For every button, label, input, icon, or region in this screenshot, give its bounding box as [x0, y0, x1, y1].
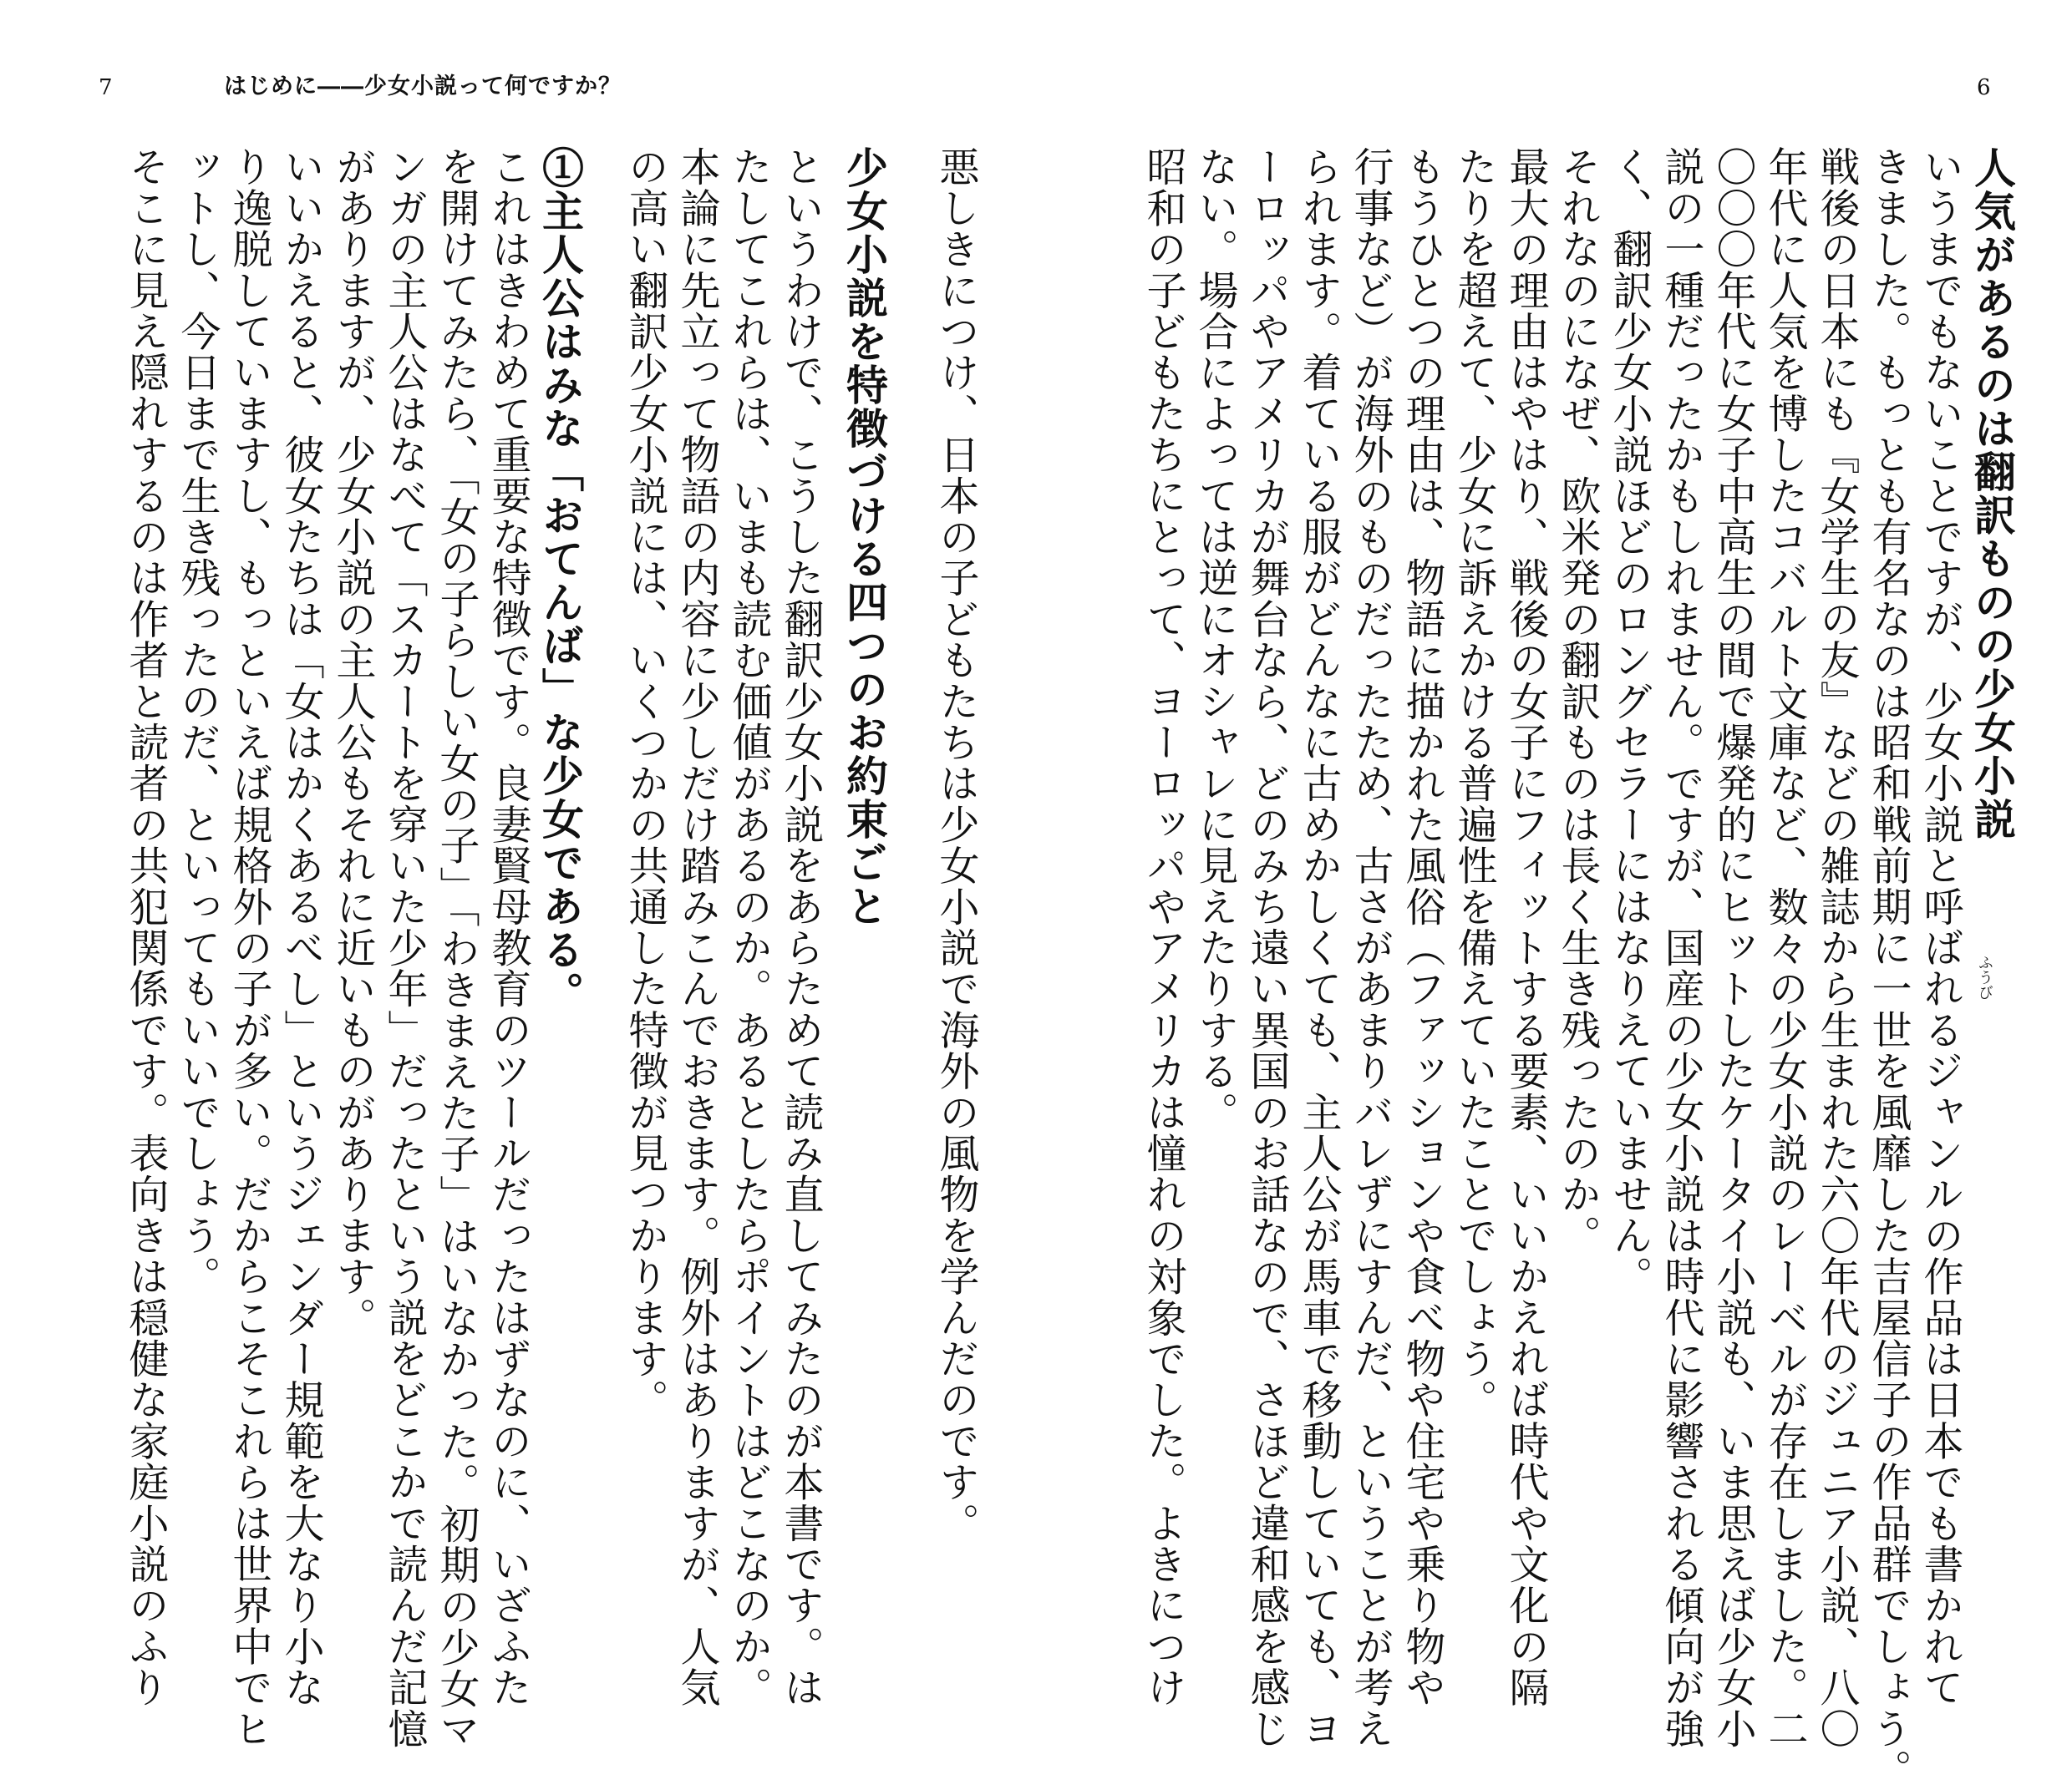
- text-line: いいかえると、彼女たちは「女はかくあるべし」というジェンダー規範を大なり小な: [277, 146, 324, 1708]
- text-line: 悪しきにつけ、日本の子どもたちは少女小説で海外の風物を学んだのです。: [932, 146, 979, 1544]
- right-page-body: [1120, 146, 2017, 1790]
- text-line: ットし、今日まで生き残ったのだ、といってもいいでしょう。: [174, 146, 221, 1297]
- text-line: ンガの主人公はなべて「スカートを穿いた少年」だったという説をどこかで読んだ記憶: [381, 146, 428, 1749]
- text-line: がありますが、少女小説の主人公もそれに近いものがあります。: [329, 146, 376, 1338]
- text-line: く、翻訳少女小説ほどのロングセラーにはなりえていません。: [1606, 146, 1653, 1297]
- text-line: いうまでもないことですが、少女小説と呼ばれるジャンルの作品は日本でも書かれて: [1917, 146, 1963, 1708]
- right-page-number: 6: [1977, 75, 1991, 100]
- text-line: を開けてみたら、「女の子らしい女の子」「わきまえた子」はいなかった。初期の少女マ: [433, 146, 480, 1750]
- text-line: 説の一種だったかもしれません。ですが、国産の少女小説は時代に影響される傾向が強: [1658, 146, 1704, 1749]
- running-head: はじめに――少女小説って何ですか？: [224, 74, 622, 99]
- left-page-body: [75, 146, 979, 1750]
- ruby-annotation: ふうび: [1976, 955, 1993, 1000]
- text-line: 〇〇〇年代に女子中高生の間で爆発的にヒットしたケータイ小説も、いま思えば少女小: [1709, 146, 1756, 1749]
- text-line: たしてこれらは、いまも読む価値があるのか。あるとしたらポイントはどこなのか。: [725, 146, 772, 1708]
- text-line: 最大の理由はやはり、戦後の女子にフィットする要素、いいかえれば時代や文化の隔: [1502, 146, 1549, 1708]
- subheading: ①主人公はみな「おてんば」な少女である。: [536, 146, 585, 1015]
- text-line: 戦後の日本にも『女学生の友』などの雑誌から生まれた六〇年代のジュニア小説、八〇: [1813, 146, 1860, 1749]
- text-line: というわけで、こうした翻訳少女小説をあらためて読み直してみたのが本書です。は: [777, 146, 824, 1708]
- section-heading: 少女小説を特徴づける四つのお約束ごと: [840, 146, 889, 928]
- section-heading: 人気があるのは翻訳ものの少女小説: [1968, 146, 2017, 841]
- text-line: これはきわめて重要な特徴です。良妻賢母教育のツールだったはずなのに、いざふた: [485, 146, 531, 1708]
- text-line: きました。もっとも有名なのは昭和戦前期に一世を風靡した吉屋信子の作品群でしょう。: [1865, 146, 1912, 1790]
- text-line: 行事など）が海外のものだったため、古さがあまりバレずにすんだ、ということが考え: [1347, 146, 1394, 1749]
- text-line: 昭和の子どもたちにとって、ヨーロッパやアメリカは憧れの対象でした。よきにつけ: [1140, 146, 1186, 1708]
- text-line: そこに見え隠れするのは作者と読者の共犯関係です。表向きは穏健な家庭小説のふり: [122, 146, 169, 1708]
- text-line: 本論に先立って物語の内容に少しだけ踏みこんでおきます。例外はありますが、人気: [673, 146, 720, 1708]
- left-page-number: 7: [99, 75, 113, 100]
- text-line: 年代に人気を博したコバルト文庫など、数々の少女小説のレーベルが存在しました。二: [1761, 146, 1808, 1749]
- text-line: ーロッパやアメリカが舞台なら、どのみち遠い異国のお話なので、さほど違和感を感じ: [1243, 146, 1290, 1749]
- text-line: ない。場合によっては逆にオシャレに見えたりする。: [1191, 146, 1238, 1133]
- text-line: り逸脱していますし、もっといえば規格外の子が多い。だからこそこれらは世界中でヒ: [226, 146, 272, 1749]
- text-line: られます。着ている服がどんなに古めかしくても、主人公が馬車で移動していても、ヨ: [1295, 146, 1342, 1749]
- text-line: たりを超えて、少女に訴えかける普遍性を備えていたことでしょう。: [1450, 146, 1497, 1421]
- text-line: の高い翻訳少女小説には、いくつかの共通した特徴が見つかります。: [622, 146, 668, 1421]
- text-line: それなのになぜ、欧米発の翻訳ものは長く生き残ったのか。: [1554, 146, 1601, 1256]
- text-line: もうひとつの理由は、物語に描かれた風俗（ファッションや食べ物や住宅や乗り物や: [1399, 146, 1445, 1708]
